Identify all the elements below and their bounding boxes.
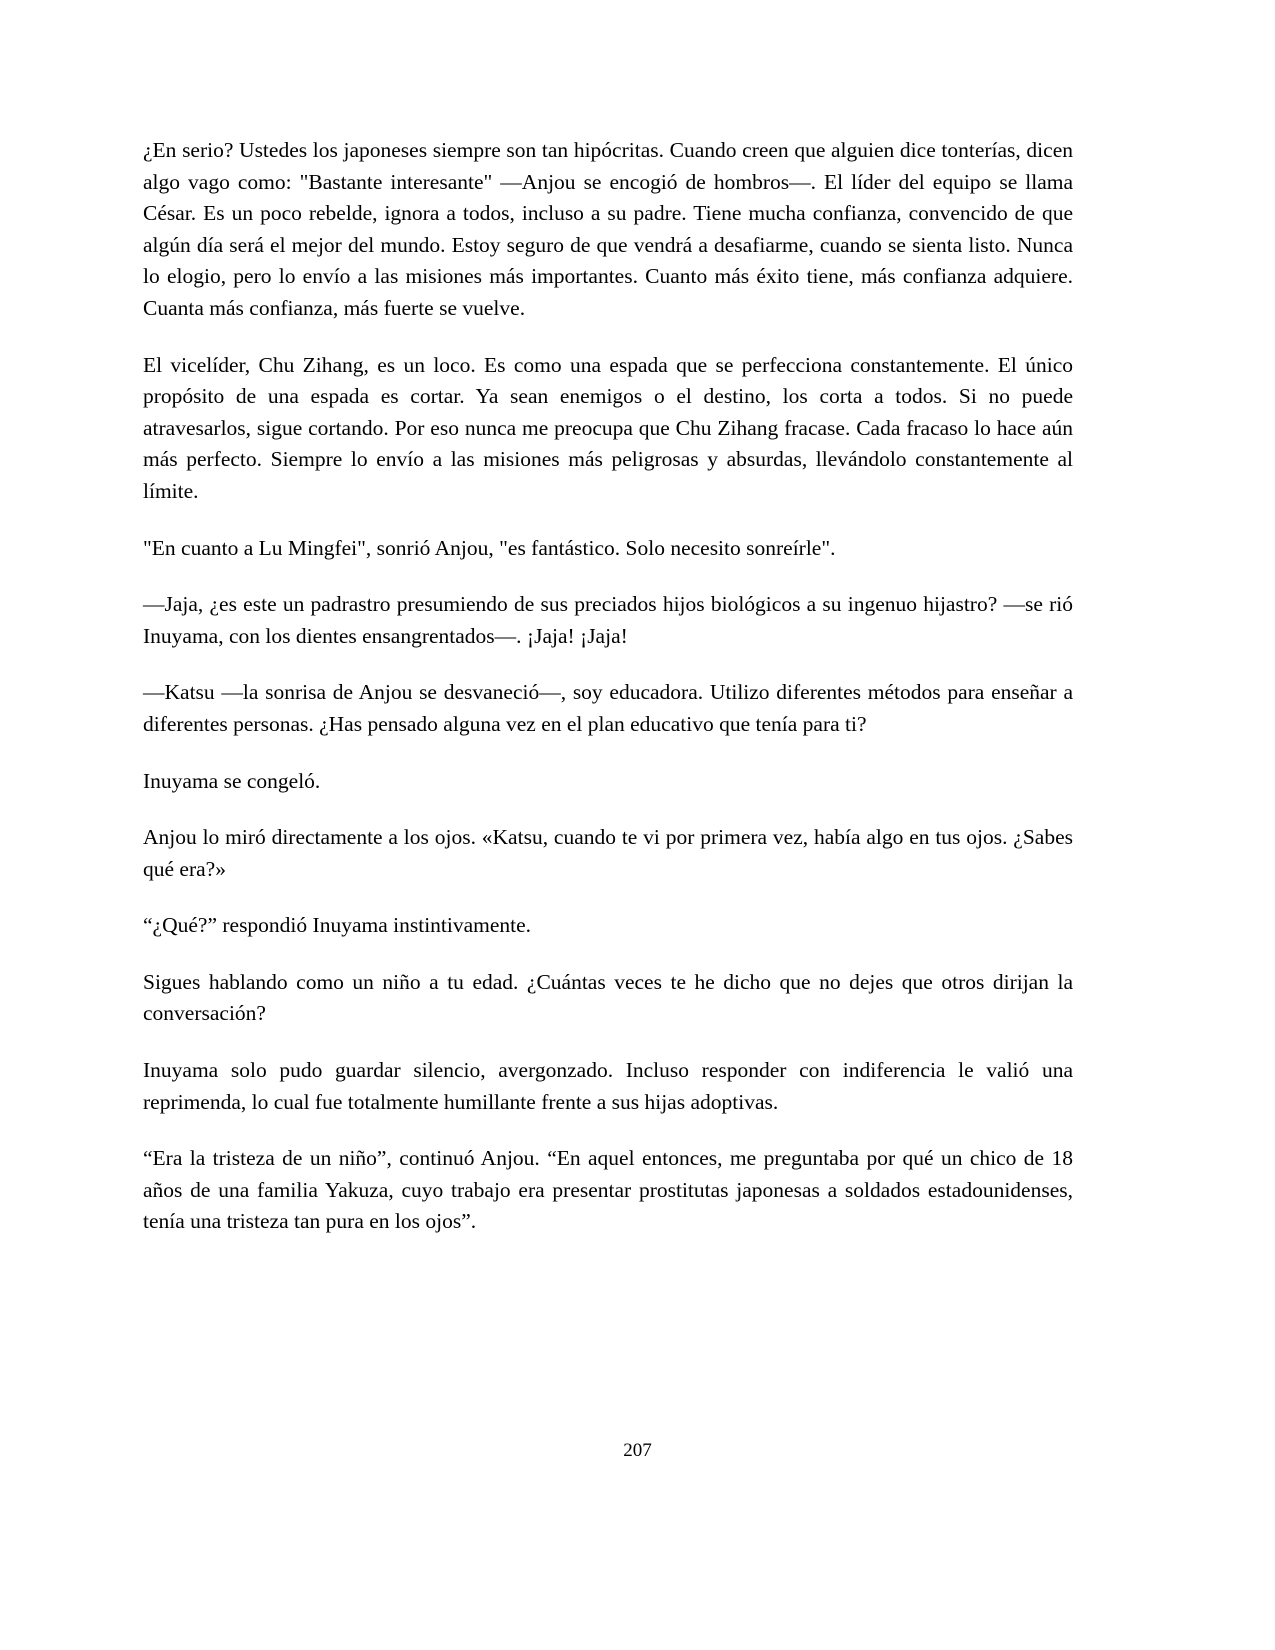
- paragraph: Sigues hablando como un niño a tu edad. ¿Cuántas veces te he dicho que no dejes que otros dirijan la conversación?: [143, 969, 1073, 1026]
- paragraph: El vicelíder, Chu Zihang, es un loco. Es como una espada que se perfecciona constantemente. El único propósito de una espada es cortar. Ya sean enemigos o el destino, los corta a todos. Si no puede atravesarlos, sigue cortando. Por eso nunca me preocupa que Chu Zihang fracase. Cada fracaso lo hace aún más perfecto. Siempre lo envío a las misiones más peligrosas y absurdas, llevándolo constantemente al límite.: [143, 352, 1073, 503]
- paragraph: “Era la tristeza de un niño”, continuó Anjou. “En aquel entonces, me preguntaba por qué un chico de 18 años de una familia Yakuza, cuyo trabajo era presentar prostitutas japonesas a soldados estadounidenses, tenía una tristeza tan pura en los ojos”.: [143, 1146, 1073, 1234]
- paragraph: “¿Qué?” respondió Inuyama instintivamente.: [143, 913, 532, 938]
- paragraph: Inuyama solo pudo guardar silencio, avergonzado. Incluso responder con indiferencia le valió una reprimenda, lo cual fue totalmente humillante frente a sus hijas adoptivas.: [143, 1058, 1073, 1114]
- paragraph: —Jaja, ¿es este un padrastro presumiendo de sus preciados hijos biológicos a su ingenuo hijastro? —se rió Inuyama, con los dientes ensangrentados—. ¡Jaja! ¡Jaja!: [143, 592, 1073, 648]
- paragraph: Anjou lo miró directamente a los ojos. «Katsu, cuando te vi por primera vez, había algo en tus ojos. ¿Sabes qué era?»: [143, 825, 1073, 881]
- page-body-text: [143, 135, 1073, 1238]
- page-number: 207: [623, 1440, 652, 1461]
- paragraph: ¿En serio? Ustedes los japoneses siempre son tan hipócritas. Cuando creen que alguien dice tonterías, dicen algo vago como: "Bastante interesante" —Anjou se encogió de hombros—. El líder del equipo se llama César. Es un poco rebelde, ignora a todos, incluso a su padre. Tiene mucha confianza, convencido de que algún día será el mejor del mundo. Estoy seguro de que vendrá a desafiarme, cuando se sienta listo. Nunca lo elogio, pero lo envío a las misiones más importantes. Cuanto más éxito tiene, más confianza adquiere. Cuanta más confianza, más fuerte se vuelve.: [143, 138, 1073, 320]
- paragraph: Inuyama se congeló.: [143, 768, 321, 793]
- paragraph: —Katsu —la sonrisa de Anjou se desvaneció—, soy educadora. Utilizo diferentes métodos para enseñar a diferentes personas. ¿Has pensado alguna vez en el plan educativo que tenía para ti?: [143, 680, 1073, 736]
- paragraph: "En cuanto a Lu Mingfei", sonrió Anjou, "es fantástico. Solo necesito sonreírle".: [143, 535, 836, 560]
